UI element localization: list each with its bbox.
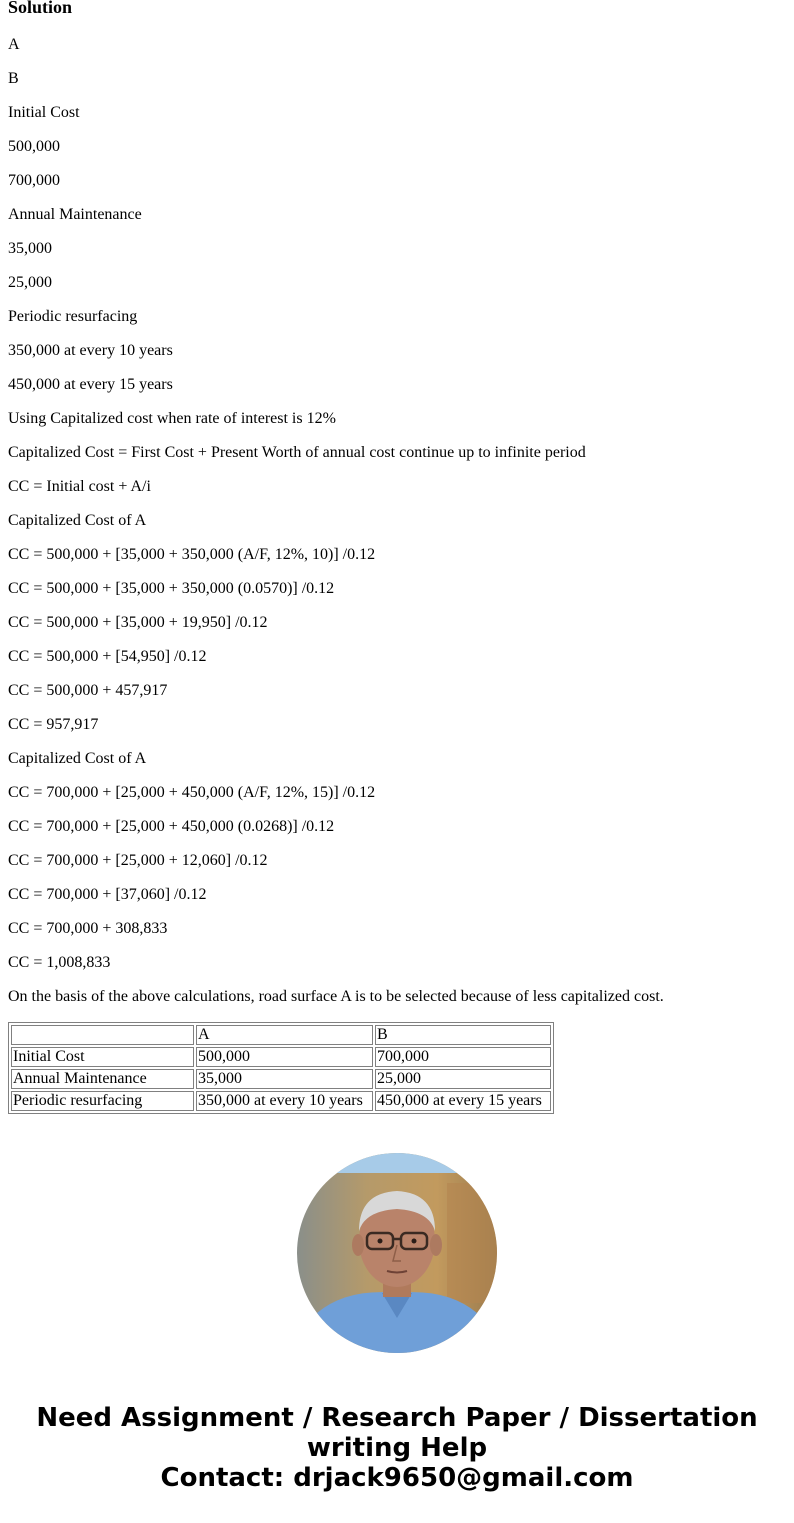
line-cc-b-heading: Capitalized Cost of A: [8, 750, 147, 767]
table-cell: 500,000: [196, 1047, 373, 1067]
table-cell: 350,000 at every 10 years: [196, 1091, 373, 1111]
promo-line-2: writing Help: [306, 1433, 488, 1463]
table-header-cell: A: [196, 1025, 373, 1045]
line-initial-cost-label: Initial Cost: [8, 104, 80, 121]
table-cell: 25,000: [375, 1069, 551, 1089]
line-initial-cost-b: 700,000: [8, 172, 60, 189]
line-col-b: B: [8, 70, 19, 87]
table-header-row: [11, 1025, 551, 1045]
line-col-a: A: [8, 36, 20, 53]
solution-heading: Solution: [8, 0, 73, 17]
line-annual-maintenance-label: Annual Maintenance: [8, 206, 142, 223]
line-cc-a-step-3: CC = 500,000 + [35,000 + 19,950] /0.12: [8, 614, 268, 631]
table-row: [11, 1069, 551, 1089]
table-cell: Annual Maintenance: [11, 1069, 194, 1089]
promo-line-1: Need Assignment / Research Paper / Dissertation: [36, 1403, 758, 1433]
table-cell: Periodic resurfacing: [11, 1091, 194, 1111]
line-cc-b-step-3: CC = 700,000 + [25,000 + 12,060] /0.12: [8, 852, 268, 869]
author-avatar: [297, 1153, 497, 1353]
solution-lines: [8, 36, 786, 1006]
line-cc-b-result: CC = 1,008,833: [8, 954, 111, 971]
promo-contact: Contact: drjack9650@gmail.com: [160, 1463, 634, 1493]
line-cc-a-result: CC = 957,917: [8, 716, 99, 733]
cost-comparison-table: [8, 1022, 554, 1114]
table-cell: 35,000: [196, 1069, 373, 1089]
promo-banner: [0, 1403, 794, 1493]
line-periodic-resurfacing-a: 350,000 at every 10 years: [8, 342, 173, 359]
line-cc-b-step-2: CC = 700,000 + [25,000 + 450,000 (0.0268)] /0.12: [8, 818, 335, 835]
table-row: [11, 1047, 551, 1067]
table-cell: Initial Cost: [11, 1047, 194, 1067]
line-interest-rate: Using Capitalized cost when rate of interest is 12%: [8, 410, 336, 427]
line-cc-b-step-4: CC = 700,000 + [37,060] /0.12: [8, 886, 207, 903]
line-cc-a-step-5: CC = 500,000 + 457,917: [8, 682, 168, 699]
solution-document: [8, 0, 786, 1114]
line-annual-maintenance-b: 25,000: [8, 274, 52, 291]
line-annual-maintenance-a: 35,000: [8, 240, 52, 257]
line-conclusion: On the basis of the above calculations, road surface A is to be selected because of less capitalized cost.: [8, 988, 664, 1005]
line-cc-definition: Capitalized Cost = First Cost + Present Worth of annual cost continue up to infinite period: [8, 444, 586, 461]
line-cc-b-step-1: CC = 700,000 + [25,000 + 450,000 (A/F, 12%, 15)] /0.12: [8, 784, 376, 801]
table-row: [11, 1091, 551, 1111]
line-cc-a-step-1: CC = 500,000 + [35,000 + 350,000 (A/F, 12%, 10)] /0.12: [8, 546, 376, 563]
line-cc-b-step-5: CC = 700,000 + 308,833: [8, 920, 168, 937]
table-header-cell: [11, 1025, 194, 1045]
line-cc-a-step-2: CC = 500,000 + [35,000 + 350,000 (0.0570)] /0.12: [8, 580, 335, 597]
line-cc-formula: CC = Initial cost + A/i: [8, 478, 151, 495]
line-periodic-resurfacing-label: Periodic resurfacing: [8, 308, 138, 325]
line-initial-cost-a: 500,000: [8, 138, 60, 155]
line-periodic-resurfacing-b: 450,000 at every 15 years: [8, 376, 173, 393]
table-cell: 700,000: [375, 1047, 551, 1067]
line-cc-a-heading: Capitalized Cost of A: [8, 512, 147, 529]
table-header-cell: B: [375, 1025, 551, 1045]
table-cell: 450,000 at every 15 years: [375, 1091, 551, 1111]
line-cc-a-step-4: CC = 500,000 + [54,950] /0.12: [8, 648, 207, 665]
person-photo-icon: [297, 1153, 497, 1353]
